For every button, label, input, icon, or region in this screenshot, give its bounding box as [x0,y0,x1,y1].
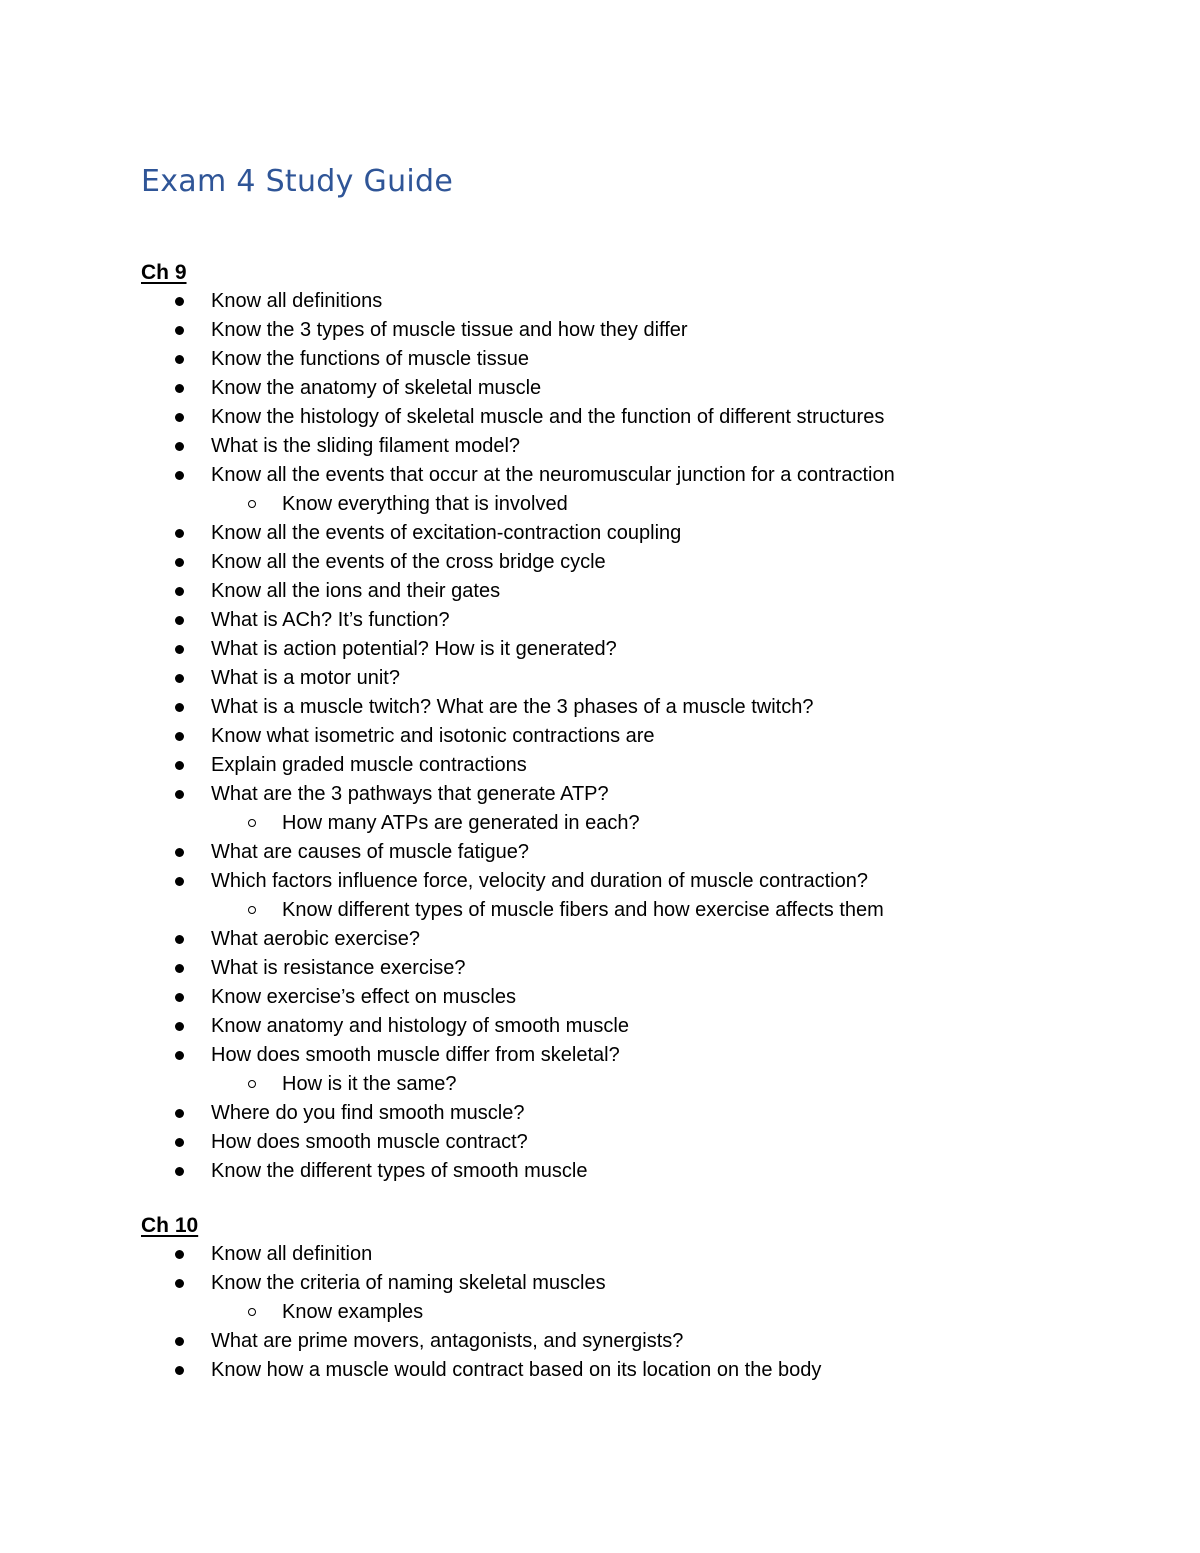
list-item [141,1327,1101,1356]
list-item [141,432,1101,461]
list-item-text: What are causes of muscle fatigue? [211,841,529,863]
bullet-icon [175,1167,184,1176]
list-item [141,577,1101,606]
list-item-text: Where do you find smooth muscle? [211,1102,525,1124]
list-item [141,461,1101,490]
list-item-text: What is action potential? How is it generated? [211,638,617,660]
list-item-text: Know exercise’s effect on muscles [211,986,516,1008]
bullet-icon [175,732,184,741]
list-item-text: What are the 3 pathways that generate ATP? [211,783,609,805]
list-item-text: Know the functions of muscle tissue [211,348,529,370]
list-item [141,1356,1101,1385]
hollow-bullet-icon [248,1080,256,1088]
sub-list-item [141,1298,1101,1327]
list-item-text: What aerobic exercise? [211,928,420,950]
list-item [141,1269,1101,1298]
list-item [141,722,1101,751]
list-item [141,403,1101,432]
list-item [141,1240,1101,1269]
list-item-text: Know anatomy and histology of smooth muscle [211,1015,629,1037]
bullet-icon [175,645,184,654]
bullet-icon [175,1337,184,1346]
section-heading: Ch 10 [141,1214,199,1237]
bullet-icon [175,1051,184,1060]
list-item-text: Know how a muscle would contract based on its location on the body [211,1359,822,1381]
list-item-text: How is it the same? [282,1073,457,1095]
section-ch10 [141,1211,1101,1385]
bullet-icon [175,993,184,1002]
list-item [141,925,1101,954]
bullet-icon [175,877,184,886]
list-item [141,606,1101,635]
bullet-icon [175,616,184,625]
list-item-text: Know all the events of the cross bridge cycle [211,551,606,573]
bullet-icon [175,384,184,393]
list-item-text: Know all definitions [211,290,383,312]
list-item [141,316,1101,345]
sub-list-item [141,896,1101,925]
bullet-icon [175,848,184,857]
list-item [141,1099,1101,1128]
bullet-icon [175,964,184,973]
bullet-icon [175,761,184,770]
bullet-icon [175,1279,184,1288]
item-list [141,287,1101,1186]
bullet-icon [175,558,184,567]
list-item [141,287,1101,316]
bullet-icon [175,1109,184,1118]
list-item [141,780,1101,809]
bullet-icon [175,413,184,422]
list-item-text: Know different types of muscle fibers and how exercise affects them [282,899,884,921]
list-item [141,983,1101,1012]
list-item [141,1012,1101,1041]
list-item [141,635,1101,664]
bullet-icon [175,471,184,480]
list-item [141,519,1101,548]
list-item-text: Know all definition [211,1243,373,1265]
section-heading: Ch 9 [141,261,187,284]
bullet-icon [175,1250,184,1259]
list-item-text: Know the criteria of naming skeletal muscles [211,1272,606,1294]
bullet-icon [175,935,184,944]
list-item-text: Explain graded muscle contractions [211,754,527,776]
bullet-icon [175,1366,184,1375]
bullet-icon [175,297,184,306]
list-item [141,867,1101,896]
list-item [141,838,1101,867]
list-item [141,664,1101,693]
list-item-text: Know the anatomy of skeletal muscle [211,377,542,399]
bullet-icon [175,442,184,451]
list-item [141,374,1101,403]
list-item [141,693,1101,722]
list-item-text: Know all the events of excitation-contraction coupling [211,522,682,544]
list-item-text: Know examples [282,1301,424,1323]
list-item [141,345,1101,374]
item-list [141,1240,1101,1385]
list-item-text: Know everything that is involved [282,493,568,515]
list-item [141,751,1101,780]
hollow-bullet-icon [248,1308,256,1316]
list-item-text: Know what isometric and isotonic contractions are [211,725,655,747]
bullet-icon [175,529,184,538]
list-item-text: What is a motor unit? [211,667,400,689]
list-item-text: Know all the ions and their gates [211,580,501,602]
list-item [141,954,1101,983]
hollow-bullet-icon [248,906,256,914]
bullet-icon [175,674,184,683]
list-item-text: Know all the events that occur at the neuromuscular junction for a contraction [211,464,895,486]
hollow-bullet-icon [248,819,256,827]
list-item [141,1128,1101,1157]
list-item-text: How many ATPs are generated in each? [282,812,640,834]
list-item-text: How does smooth muscle differ from skeletal? [211,1044,620,1066]
list-item [141,1041,1101,1070]
bullet-icon [175,587,184,596]
bullet-icon [175,1138,184,1147]
bullet-icon [175,1022,184,1031]
sub-list-item [141,490,1101,519]
list-item-text: What is resistance exercise? [211,957,466,979]
bullet-icon [175,355,184,364]
hollow-bullet-icon [248,500,256,508]
document-title: Exam 4 Study Guide [141,164,454,199]
list-item-text: Which factors influence force, velocity and duration of muscle contraction? [211,870,868,892]
sub-list-item [141,1070,1101,1099]
list-item-text: What is a muscle twitch? What are the 3 phases of a muscle twitch? [211,696,814,718]
list-item-text: Know the different types of smooth muscle [211,1160,588,1182]
list-item [141,1157,1101,1186]
bullet-icon [175,703,184,712]
list-item [141,548,1101,577]
list-item-text: What are prime movers, antagonists, and synergists? [211,1330,684,1352]
bullet-icon [175,326,184,335]
bullet-icon [175,790,184,799]
list-item-text: Know the histology of skeletal muscle and the function of different structures [211,406,885,428]
list-item-text: What is ACh? It’s function? [211,609,450,631]
list-item-text: What is the sliding filament model? [211,435,521,457]
sub-list-item [141,809,1101,838]
section-ch9 [141,258,1101,1186]
list-item-text: How does smooth muscle contract? [211,1131,528,1153]
list-item-text: Know the 3 types of muscle tissue and how they differ [211,319,688,341]
